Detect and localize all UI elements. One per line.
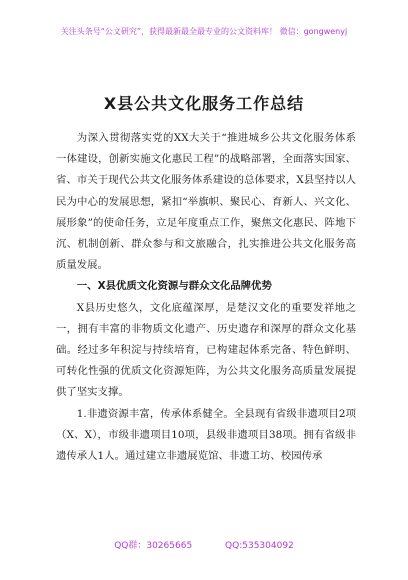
document-body	[56, 128, 356, 467]
qq-group-text: QQ群：30265665	[114, 541, 193, 551]
page-title: X县公共文化服务工作总结	[103, 94, 305, 113]
item-paragraph: 1.非遗资源丰富，传承体系健全。全县现有省级非遗项目2项（X、X），市级非遗项目10项，县级非遗项目38项。拥有省级非遗传承人1人。通过建立非遗展览馆、非遗工坊、校园传承	[56, 407, 356, 463]
section-heading: 一、X县优质文化资源与群众文化品牌优势	[76, 280, 272, 293]
header-banner: 关注头条号“公文研究”，获得最新最全最专业的公文资料库！ 微信：gongwenyj	[60, 27, 348, 36]
footer-contacts	[0, 538, 408, 551]
intro-paragraph: 为深入贯彻落实党的XX大关于“推进城乡公共文化服务体系一体建设，创新实施文化惠民工程”的战略部署，全面落实国家、省、市关于现代公共文化服务体系建设的总体要求，X县坚持以人民为中心的发展思想，紧扣“举旗帜、聚民心、育新人、兴文化、展形象”的使命任务，立足年度重点工作，聚焦文化惠民、阵地下沉、机制创新、群众参与和文旅融合，扎实推进公共文化服务高质量发展。	[56, 132, 356, 272]
qq-text: QQ:535304092	[225, 541, 294, 551]
section-paragraph: X县历史悠久，文化底蕴深厚，是楚汉文化的重要发祥地之一，拥有丰富的非物质文化遗产、历史遗存和深厚的群众文化基础。经过多年积淀与持续培育，已构建起体系完备、特色鲜明、可转化性强的优质文化资源矩阵，为公共文化服务高质量发展提供了坚实支撑。	[56, 301, 356, 399]
